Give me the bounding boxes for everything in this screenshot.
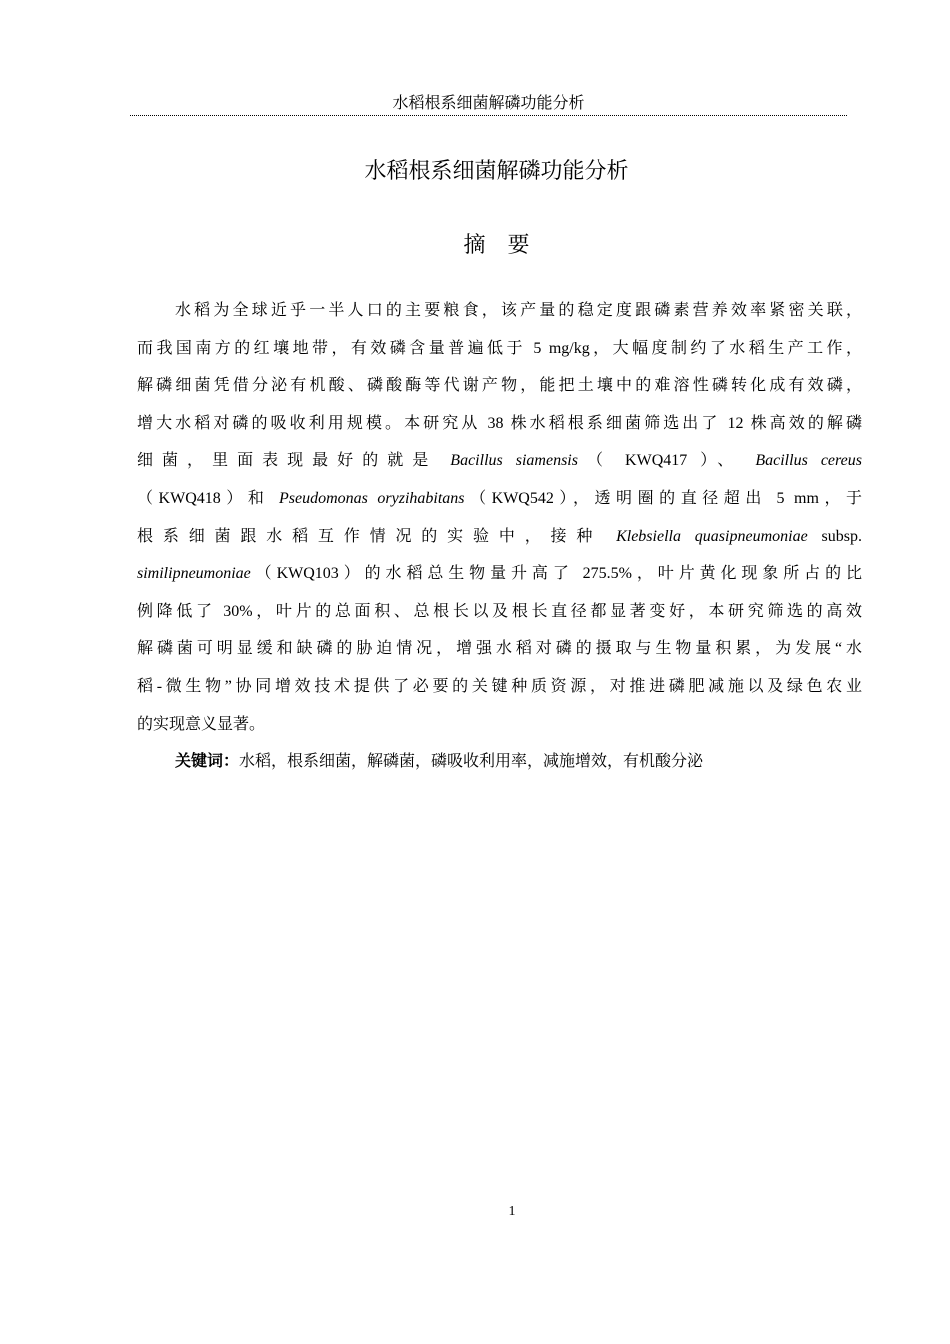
- keywords-label: 关键词：: [175, 753, 240, 771]
- species-name: Bacillus cereus: [755, 452, 862, 470]
- abstract-body: [137, 292, 862, 781]
- page-number: 1: [508, 1204, 516, 1219]
- abstract-text: （ KWQ417 ）、: [577, 452, 756, 470]
- keywords-text: 水稻，根系细菌，解磷菌，磷吸收利用率，减施增效，有机酸分泌: [239, 753, 704, 771]
- header-rule: [130, 115, 847, 116]
- abstract-line: 稻-微生物”协同增效技术提供了必要的关键种质资源，对推进磷肥减施以及绿色农业: [137, 677, 862, 695]
- abstract-line: 解磷菌可明显缓和缺磷的胁迫情况，增强水稻对磷的摄取与生物量积累，为发展“水: [137, 640, 862, 658]
- abstract-line: 水稻为全球近乎一半人口的主要粮食，该产量的稳定度跟磷素营养效率紧密关联，: [175, 302, 862, 319]
- abstract-line: 的实现意义显著。: [137, 715, 266, 733]
- abstract-line: 解磷细菌凭借分泌有机酸、磷酸酶等代谢产物，能把土壤中的难溶性磷转化成有效磷，: [137, 377, 862, 395]
- species-name: similipneumoniae: [137, 565, 251, 583]
- abstract-line: 例降低了 30%，叶片的总面积、总根长以及根长直径都显著变好，本研究筛选的高效: [137, 602, 862, 620]
- running-header: 水稻根系细菌解磷功能分析: [392, 93, 585, 112]
- abstract-line: [137, 480, 862, 518]
- keywords-line: [137, 743, 862, 781]
- abstract-line: 增大水稻对磷的吸收利用规模。本研究从 38 株水稻根系细菌筛选出了 12 株高效的解磷: [137, 414, 862, 432]
- abstract-text: （KWQ418）和: [137, 489, 279, 507]
- abstract-line: [137, 442, 862, 480]
- abstract-text: （KWQ103）的水稻总生物量升高了 275.5%，叶片黄化现象所占的比: [250, 565, 862, 583]
- species-name: Bacillus siamensis: [450, 452, 578, 470]
- abstract-text: 细菌，里面表现最好的就是: [137, 452, 451, 470]
- abstract-text: （KWQ542），透明圈的直径超出 5 mm，于: [464, 489, 862, 507]
- species-name: Klebsiella quasipneumoniae: [616, 527, 808, 545]
- species-name: Pseudomonas oryzihabitans: [278, 489, 465, 507]
- abstract-text: 根系细菌跟水稻互作情况的实验中，接种: [137, 527, 617, 545]
- abstract-line: [137, 555, 862, 593]
- abstract-text: subsp.: [807, 527, 862, 545]
- abstract-line: 而我国南方的红壤地带，有效磷含量普遍低于 5 mg/kg，大幅度制约了水稻生产工作，: [137, 339, 862, 357]
- document-title: 水稻根系细菌解磷功能分析: [364, 159, 629, 184]
- abstract-line: [137, 518, 862, 556]
- section-title-abstract: 摘 要: [463, 233, 530, 258]
